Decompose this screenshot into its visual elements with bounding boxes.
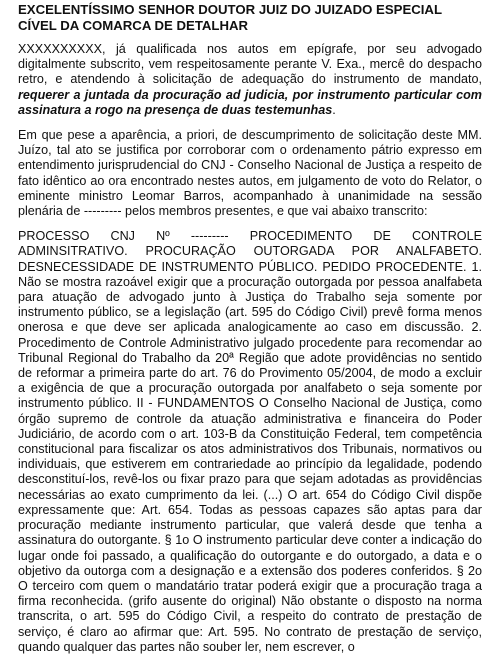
petition-request-emphasis: requerer a juntada da procuração ad judicia, por instrumento particular com assinatura a rogo na presença de duas testemunhas bbox=[18, 87, 482, 117]
transcript-paragraph: PROCESSO CNJ Nº --------- PROCEDIMENTO DE CONTROLE ADMINSITRATIVO. PROCURAÇÃO OUTORGADA POR ANALFABETO. DESNECESSIDADE DE INSTRUMENTO PÚBLICO. PEDIDO PROCEDENTE. 1. Não se mostra razoável exigir que a procuração outorgada por pessoa analfabeta para atuação de advogado junto à Justiça do Trabalho seja somente por instrumento público, se a legislação (art. 595 do Código Civil) prevê forma menos onerosa e que deve ser aplicada analogicamente ao caso em discussão. 2. Procedimento de Controle Administrativo julgado procedente para recomendar ao Tribunal Regional do Trabalho da 20ª Região que adote providências no sentido de reformar a primeira parte do art. 76 do Provimento 05/2004, de modo a excluir a exigência de que a procuração outorgada por analfabeto o seja somente por instrumento público. II - FUNDAMENTOS O Conselho Nacional de Justiça, como órgão supremo de controle da atuação administrativa e financeira do Poder Judiciário, de acordo com o art. 103-B da Constituição Federal, tem competência constitucional para fiscalizar os atos administrativos dos Tribunais, normativos ou individuais, que estiverem em contrariedade ao princípio da legalidade, podendo desconstituí-los, revê-los ou fixar prazo para que sejam adotadas as providências necessárias ao exato cumprimento da lei. (...) O art. 654 do Código Civil dispõe expressamente que: Art. 654. Todas as pessoas capazes são aptas para dar procuração mediante instrumento particular, que valerá desde que tenha a assinatura do outorgante. § 1o O instrumento particular deve conter a indicação do lugar onde foi passado, a qualificação do outorgante e do outorgado, a data e o objetivo da outorga com a designação e a extensão dos poderes conferidos. § 2o O terceiro com quem o mandatário tratar poderá exigir que a procuração traga a firma reconhecida. (grifo ausente do original) Não obstante o disposto na norma transcrita, o art. 595 do Código Civil, a respeito do contrato de prestação de serviço, é claro ao afirmar que: Art. 595. No contrato de prestação de serviço, quando qualquer das partes não souber ler, nem escrever, o bbox=[18, 229, 482, 654]
petition-paragraph bbox=[18, 42, 482, 118]
petition-text-end: . bbox=[332, 102, 336, 117]
justification-paragraph: Em que pese a aparência, a priori, de descumprimento de solicitação deste MM. Juízo, tal ato se justifica por corroborar com o ordenamento pátrio expresso em entendimento jurisprudencial do CNJ - Conselho Nacional de Justiça a respeito de fato idêntico ao ora encontrado nestes autos, em julgamento de voto do Relator, o eminente ministro Leomar Barros, acompanhado à unanimidade na sessão plenária de --------- pelos membros presentes, e que vai abaixo transcrito: bbox=[18, 128, 482, 219]
document-heading: EXCELENTÍSSIMO SENHOR DOUTOR JUIZ DO JUIZADO ESPECIAL CÍVEL DA COMARCA DE DETALHAR bbox=[18, 2, 442, 33]
petition-text-start: XXXXXXXXXX, já qualificada nos autos em epígrafe, por seu advogado digitalmente subscrito, vem respeitosamente perante V. Exa., mercê do despacho retro, e atendendo à solicitação de adequação do instrumento de mandato, bbox=[18, 42, 482, 87]
